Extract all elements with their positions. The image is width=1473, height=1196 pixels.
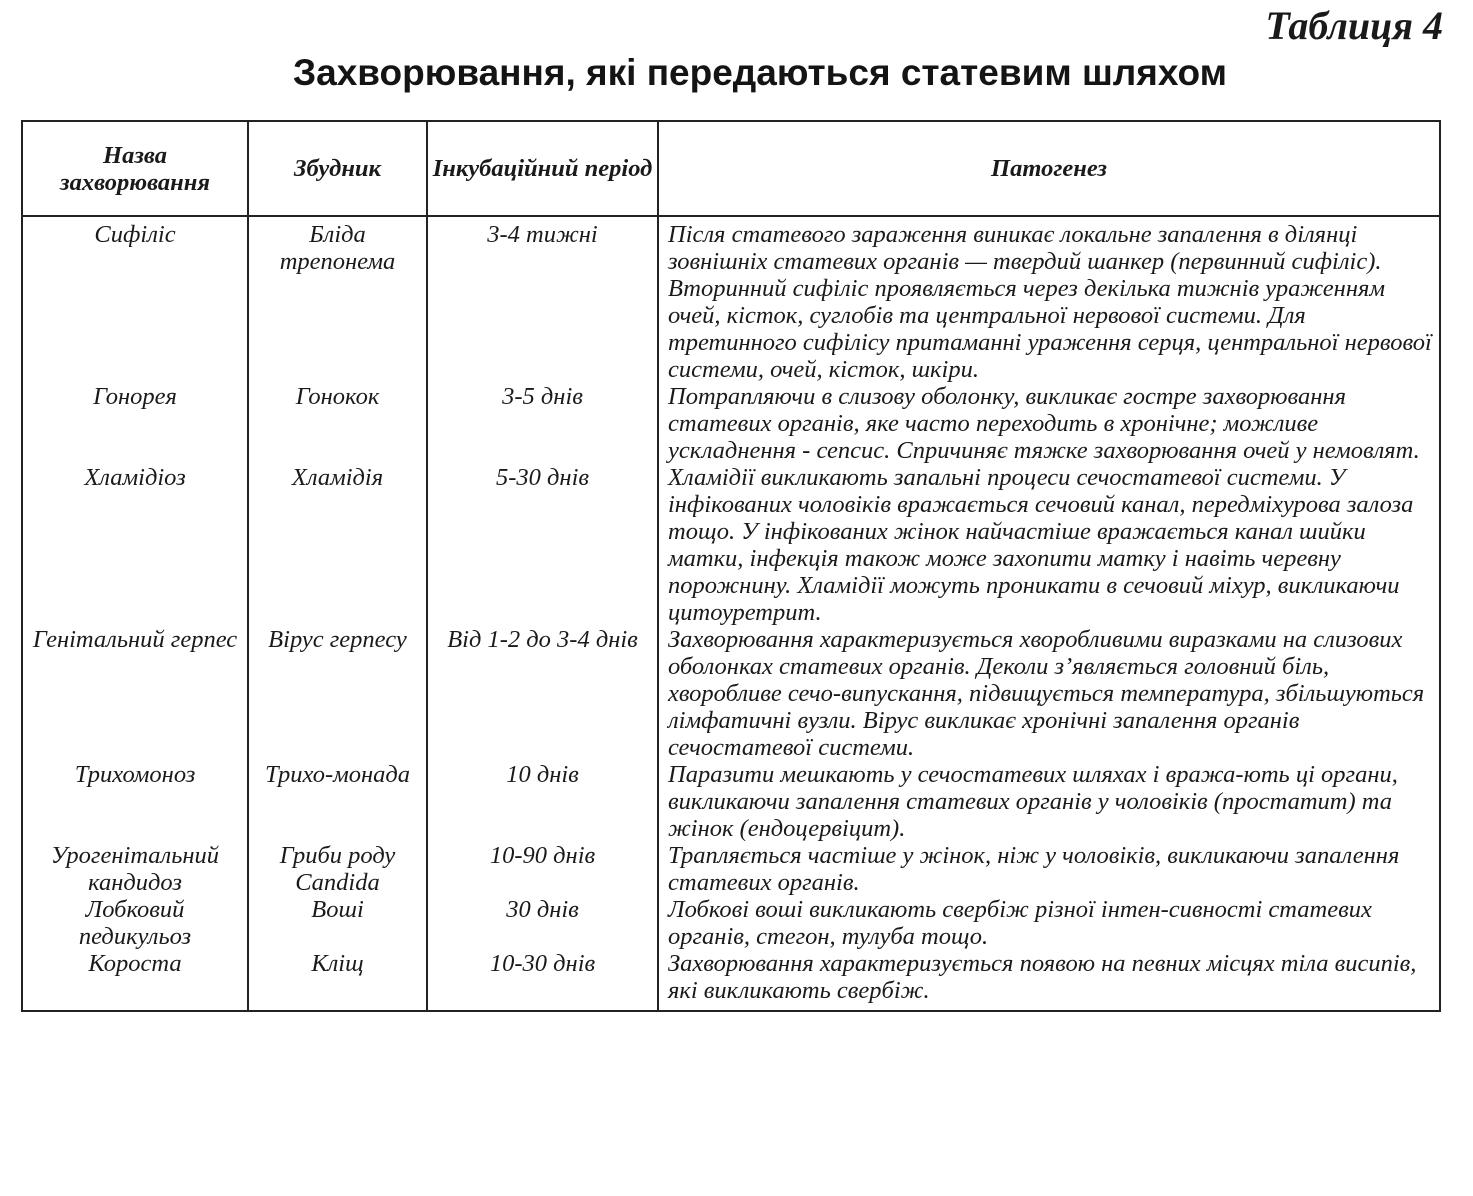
pathogen-cell: Трихо-монада <box>248 761 427 842</box>
disease-cell: Короста <box>22 950 248 1011</box>
column-header-incubation: Інкубаційний період <box>427 121 658 216</box>
table-row <box>22 383 1440 464</box>
pathogen-cell: Гонокок <box>248 383 427 464</box>
table-row <box>22 626 1440 761</box>
std-table <box>21 120 1441 1012</box>
pathogen-cell: Гриби роду Candida <box>248 842 427 896</box>
column-header-pathogen: Збудник <box>248 121 427 216</box>
disease-cell: Лобковий педикульоз <box>22 896 248 950</box>
incubation-cell: 3-4 тижні <box>427 216 658 383</box>
pathogenesis-cell: Захворювання характеризується появою на певних місцях тіла висипів, які викликають свербіж. <box>658 950 1440 1011</box>
pathogen-cell: Вірус герпесу <box>248 626 427 761</box>
pathogen-cell: Хламідія <box>248 464 427 626</box>
pathogenesis-cell: Лобкові воші викликають свербіж різної інтен-сивності статевих органів, стегон, тулуба тощо. <box>658 896 1440 950</box>
pathogen-cell: Воші <box>248 896 427 950</box>
disease-cell: Трихомоноз <box>22 761 248 842</box>
disease-cell: Генітальний герпес <box>22 626 248 761</box>
incubation-cell: 10-30 днів <box>427 950 658 1011</box>
table-row <box>22 216 1440 383</box>
table-row <box>22 761 1440 842</box>
pathogenesis-cell: Паразити мешкають у сечостатевих шляхах і вража-ють ці органи, викликаючи запалення статевих органів у чоловіків (простатит) та жінок (ендоцервіцит). <box>658 761 1440 842</box>
table-number-label: Таблиця 4 <box>1265 3 1443 48</box>
column-header-pathogenesis: Патогенез <box>658 121 1440 216</box>
table-row <box>22 464 1440 626</box>
incubation-cell: 10 днів <box>427 761 658 842</box>
pathogen-cell: Бліда трепонема <box>248 216 427 383</box>
incubation-cell: Від 1-2 до 3-4 днів <box>427 626 658 761</box>
table-row <box>22 896 1440 950</box>
table-row <box>22 950 1440 1011</box>
disease-cell: Урогенітальний кандидоз <box>22 842 248 896</box>
column-header-disease: Назва захворювання <box>22 121 248 216</box>
incubation-cell: 5-30 днів <box>427 464 658 626</box>
incubation-cell: 3-5 днів <box>427 383 658 464</box>
pathogenesis-cell: Потрапляючи в слизову оболонку, викликає гостре захворювання статевих органів, яке часто переходить в хронічне; можливе ускладнення - сепсис. Спричиняє тяжке захворювання очей у немовлят. <box>658 383 1440 464</box>
pathogenesis-cell: Трапляється частіше у жінок, ніж у чоловіків, викликаючи запалення статевих органів. <box>658 842 1440 896</box>
table-row <box>22 842 1440 896</box>
pathogen-cell: Кліщ <box>248 950 427 1011</box>
page-title: Захворювання, які передаються статевим шляхом <box>292 52 1228 93</box>
incubation-cell: 10-90 днів <box>427 842 658 896</box>
disease-cell: Хламідіоз <box>22 464 248 626</box>
pathogenesis-cell: Після статевого зараження виникає локальне запалення в ділянці зовнішніх статевих органів — твердий шанкер (первинний сифіліс). Вторинний сифіліс проявляється через декілька тижнів ураженням очей, кісток, суглобів та центральної нервової системи. Для третинного сифілісу притаманні ураження серця, центральної нервової системи, очей, кісток, шкіри. <box>658 216 1440 383</box>
pathogenesis-cell: Хламідії викликають запальні процеси сечостатевої системи. У інфікованих чоловіків вражається сечовий канал, передміхурова залоза тощо. У інфікованих жінок найчастіше вражається канал шийки матки, інфекція також може захопити матку і навіть черевну порожнину. Хламідії можуть проникати в сечовий міхур, викликаючи цитоуретрит. <box>658 464 1440 626</box>
disease-cell: Сифіліс <box>22 216 248 383</box>
table-header-row <box>22 121 1440 216</box>
incubation-cell: 30 днів <box>427 896 658 950</box>
disease-cell: Гонорея <box>22 383 248 464</box>
pathogenesis-cell: Захворювання характеризується хворобливими виразками на слизових оболонках статевих органів. Деколи з’являється головний біль, хворобливе сечо-випускання, підвищується температура, збільшуються лімфатичні вузли. Вірус викликає хронічні запалення органів сечостатевої системи. <box>658 626 1440 761</box>
